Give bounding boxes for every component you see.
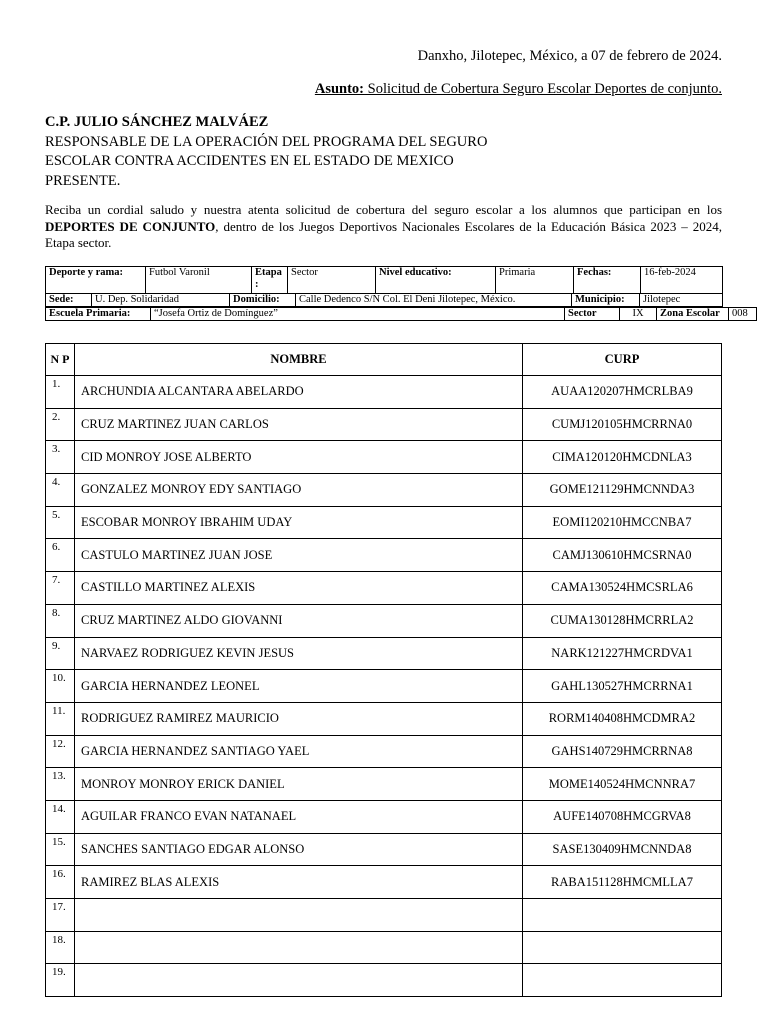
table-row	[46, 964, 722, 997]
student-curp: CUMJ120105HMCRRNA0	[523, 408, 722, 441]
row-number: 12.	[46, 735, 75, 768]
row-number: 4.	[46, 474, 75, 507]
municipio-label: Municipio:	[572, 294, 640, 307]
student-curp: EOMI120210HMCCNBA7	[523, 506, 722, 539]
student-curp: NARK121227HMCRDVA1	[523, 637, 722, 670]
table-row	[46, 866, 722, 899]
sector-label: Sector	[565, 308, 620, 321]
student-curp	[523, 964, 722, 997]
municipio-value: Jilotepec	[640, 294, 723, 307]
student-name	[75, 931, 523, 964]
table-row	[46, 604, 722, 637]
student-name	[75, 899, 523, 932]
student-name: ARCHUNDIA ALCANTARA ABELARDO	[75, 376, 523, 409]
table-row	[46, 408, 722, 441]
table-row	[46, 833, 722, 866]
addressee-block	[45, 113, 487, 191]
student-curp: AUAA120207HMCRLBA9	[523, 376, 722, 409]
row-number: 11.	[46, 702, 75, 735]
row-number: 3.	[46, 441, 75, 474]
deporte-value: Futbol Varonil	[146, 267, 252, 294]
date-line: Danxho, Jilotepec, México, a 07 de febrero de 2024.	[417, 48, 722, 64]
nombre-header: NOMBRE	[75, 344, 523, 376]
info-row-2	[46, 294, 723, 307]
student-name: CASTILLO MARTINEZ ALEXIS	[75, 572, 523, 605]
subject-label: Asunto:	[314, 81, 365, 97]
body-paragraph	[45, 202, 722, 252]
student-name: GONZALEZ MONROY EDY SANTIAGO	[75, 474, 523, 507]
table-row	[46, 735, 722, 768]
student-name: SANCHES SANTIAGO EDGAR ALONSO	[75, 833, 523, 866]
sede-label: Sede:	[46, 294, 92, 307]
student-curp: AUFE140708HMCGRVA8	[523, 800, 722, 833]
row-number: 9.	[46, 637, 75, 670]
table-row	[46, 768, 722, 801]
nivel-label: Nivel educativo:	[376, 267, 496, 294]
student-name: ESCOBAR MONROY IBRAHIM UDAY	[75, 506, 523, 539]
student-name: MONROY MONROY ERICK DANIEL	[75, 768, 523, 801]
row-number: 1.	[46, 376, 75, 409]
row-number: 6.	[46, 539, 75, 572]
subject-line	[315, 81, 722, 98]
student-name: RODRIGUEZ RAMIREZ MAURICIO	[75, 702, 523, 735]
student-curp: GAHS140729HMCRRNA8	[523, 735, 722, 768]
student-name: GARCIA HERNANDEZ LEONEL	[75, 670, 523, 703]
student-curp: CAMA130524HMCSRLA6	[523, 572, 722, 605]
row-number: 19.	[46, 964, 75, 997]
table-row	[46, 800, 722, 833]
table-row	[46, 637, 722, 670]
addressee-name: C.P. JULIO SÁNCHEZ MALVÁEZ	[45, 114, 269, 130]
student-curp: CUMA130128HMCRRLA2	[523, 604, 722, 637]
table-row	[46, 702, 722, 735]
row-number: 5.	[46, 506, 75, 539]
np-header: N P	[46, 344, 75, 376]
etapa-label: Etapa :	[252, 267, 288, 294]
zona-label: Zona Escolar	[657, 308, 729, 321]
body-text-part-1: Reciba un cordial saludo y nuestra atenta solicitud de cobertura del seguro escolar a los alumnos que participan en los	[45, 202, 722, 217]
deporte-label: Deporte y rama:	[46, 267, 146, 294]
student-curp	[523, 931, 722, 964]
event-info-table-row-3	[45, 307, 757, 321]
row-number: 2.	[46, 408, 75, 441]
table-row	[46, 670, 722, 703]
student-curp: RORM140408HMCDMRA2	[523, 702, 722, 735]
row-number: 18.	[46, 931, 75, 964]
sector-value: IX	[620, 308, 657, 321]
table-row	[46, 441, 722, 474]
student-name	[75, 964, 523, 997]
curp-header: CURP	[523, 344, 722, 376]
student-name: CASTULO MARTINEZ JUAN JOSE	[75, 539, 523, 572]
student-curp: GAHL130527HMCRRNA1	[523, 670, 722, 703]
student-name: CID MONROY JOSE ALBERTO	[75, 441, 523, 474]
row-number: 15.	[46, 833, 75, 866]
info-row-1	[46, 267, 723, 294]
row-number: 7.	[46, 572, 75, 605]
row-number: 13.	[46, 768, 75, 801]
student-name: RAMIREZ BLAS ALEXIS	[75, 866, 523, 899]
fechas-label: Fechas:	[574, 267, 641, 294]
escuela-value: “Josefa Ortiz de Domínguez”	[151, 308, 565, 321]
row-number: 14.	[46, 800, 75, 833]
sede-value: U. Dep. Solidaridad	[92, 294, 230, 307]
table-row	[46, 506, 722, 539]
escuela-label: Escuela Primaria:	[46, 308, 151, 321]
student-curp: CIMA120120HMCDNLA3	[523, 441, 722, 474]
subject-text: Solicitud de Cobertura Seguro Escolar Deportes de conjunto.	[364, 81, 722, 97]
student-curp: MOME140524HMCNNRA7	[523, 768, 722, 801]
table-row	[46, 539, 722, 572]
zona-value: 008	[729, 308, 757, 321]
addressee-line-3: PRESENTE.	[45, 172, 121, 189]
students-header-row	[46, 344, 722, 376]
student-name: CRUZ MARTINEZ ALDO GIOVANNI	[75, 604, 523, 637]
info-row-3	[46, 308, 757, 321]
students-table	[45, 343, 722, 997]
table-row	[46, 899, 722, 932]
student-curp: RABA151128HMCMLLA7	[523, 866, 722, 899]
etapa-value: Sector	[288, 267, 376, 294]
student-curp: SASE130409HMCNNDA8	[523, 833, 722, 866]
addressee-line-1: RESPONSABLE DE LA OPERACIÓN DEL PROGRAMA DEL SEGURO	[45, 133, 488, 150]
student-curp	[523, 899, 722, 932]
student-name: CRUZ MARTINEZ JUAN CARLOS	[75, 408, 523, 441]
fechas-value: 16-feb-2024	[641, 267, 723, 294]
student-name: AGUILAR FRANCO EVAN NATANAEL	[75, 800, 523, 833]
event-info-table-row-2	[45, 293, 723, 307]
row-number: 10.	[46, 670, 75, 703]
table-row	[46, 572, 722, 605]
student-name: GARCIA HERNANDEZ SANTIAGO YAEL	[75, 735, 523, 768]
table-row	[46, 376, 722, 409]
table-row	[46, 474, 722, 507]
table-row	[46, 931, 722, 964]
row-number: 17.	[46, 899, 75, 932]
addressee-line-2: ESCOLAR CONTRA ACCIDENTES EN EL ESTADO DE MEXICO	[45, 153, 454, 169]
student-name: NARVAEZ RODRIGUEZ KEVIN JESUS	[75, 637, 523, 670]
students-body	[46, 376, 722, 997]
row-number: 8.	[46, 604, 75, 637]
row-number: 16.	[46, 866, 75, 899]
event-info-table	[45, 266, 723, 294]
domicilio-value: Calle Dedenco S/N Col. El Deni Jilotepec, México.	[296, 294, 572, 307]
body-text-part-2: , dentro de los Juegos Deportivos Nacionales Escolares de la Educación Básica 2023 – 2024, Etapa sector.	[45, 218, 722, 250]
body-text-bold: DEPORTES DE CONJUNTO	[45, 218, 216, 234]
student-curp: GOME121129HMCNNDA3	[523, 474, 722, 507]
domicilio-label: Domicilio:	[230, 294, 296, 307]
nivel-value: Primaria	[496, 267, 574, 294]
student-curp: CAMJ130610HMCSRNA0	[523, 539, 722, 572]
